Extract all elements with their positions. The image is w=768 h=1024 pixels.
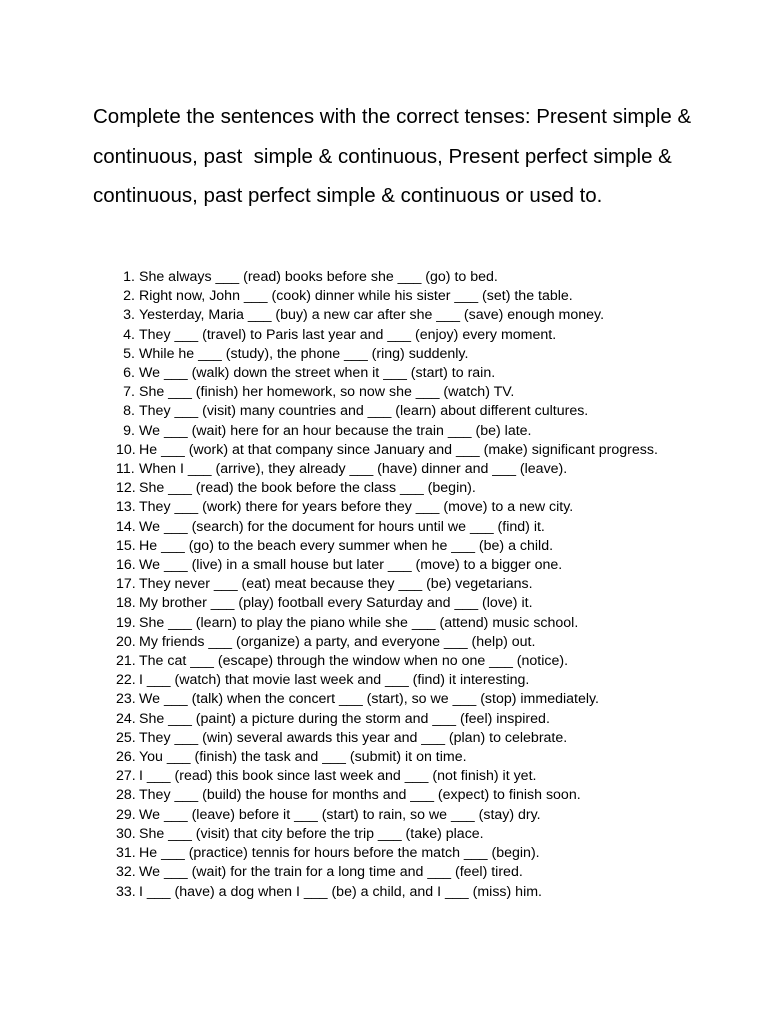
exercise-item (123, 422, 699, 441)
exercise-sentence: They ___ (work) there for years before they ___ (move) to a new city. (139, 499, 574, 516)
exercise-number: 2. (123, 288, 135, 305)
exercise-list (116, 268, 699, 902)
exercise-item (123, 306, 699, 325)
exercise-sentence: We ___ (live) in a small house but later ___ (move) to a bigger one. (139, 557, 563, 574)
exercise-sentence: She ___ (read) the book before the class ___ (begin). (139, 480, 476, 497)
exercise-number: 15. (116, 537, 136, 554)
exercise-number: 23. (116, 691, 136, 708)
exercise-sentence: My friends ___ (organize) a party, and everyone ___ (help) out. (139, 633, 536, 650)
exercise-sentence: I ___ (watch) that movie last week and ___ (find) it interesting. (139, 672, 530, 689)
exercise-sentence: While he ___ (study), the phone ___ (ring) suddenly. (139, 345, 469, 362)
exercise-item (116, 652, 699, 671)
exercise-item (123, 345, 699, 364)
exercise-item (116, 441, 699, 460)
exercise-item (116, 537, 699, 556)
exercise-number: 33. (116, 883, 136, 900)
exercise-number: 24. (116, 710, 136, 727)
exercise-sentence: They ___ (travel) to Paris last year and ___ (enjoy) every moment. (139, 326, 557, 343)
exercise-number: 25. (116, 729, 136, 746)
exercise-number: 17. (116, 576, 136, 593)
exercise-number: 31. (116, 845, 136, 862)
exercise-sentence: He ___ (practice) tennis for hours before the match ___ (begin). (139, 845, 540, 862)
exercise-item (116, 594, 699, 613)
exercise-item (123, 287, 699, 306)
exercise-number: 3. (123, 307, 135, 324)
exercise-sentence: She always ___ (read) books before she ___ (go) to bed. (139, 269, 498, 285)
exercise-item (116, 863, 699, 882)
exercise-number: 5. (123, 345, 135, 362)
exercise-item (116, 633, 699, 652)
exercise-sentence: We ___ (leave) before it ___ (start) to rain, so we ___ (stay) dry. (139, 806, 541, 823)
exercise-sentence: Yesterday, Maria ___ (buy) a new car after she ___ (save) enough money. (139, 307, 605, 324)
exercise-sentence: I ___ (read) this book since last week and ___ (not finish) it yet. (139, 768, 537, 785)
exercise-number: 1. (123, 269, 135, 285)
exercise-item (116, 671, 699, 690)
exercise-number: 10. (116, 441, 136, 458)
exercise-sentence: She ___ (learn) to play the piano while she ___ (attend) music school. (139, 614, 579, 631)
exercise-item (123, 268, 699, 287)
exercise-sentence: The cat ___ (escape) through the window when no one ___ (notice). (139, 653, 569, 670)
exercise-number: 20. (116, 633, 136, 650)
exercise-number: 7. (123, 384, 135, 401)
exercise-sentence: She ___ (paint) a picture during the storm and ___ (feel) inspired. (139, 710, 550, 727)
exercise-item (123, 383, 699, 402)
exercise-sentence: Right now, John ___ (cook) dinner while his sister ___ (set) the table. (139, 288, 573, 305)
exercise-number: 6. (123, 365, 135, 382)
exercise-sentence: We ___ (search) for the document for hours until we ___ (find) it. (139, 518, 545, 535)
exercise-item (123, 364, 699, 383)
exercise-item (116, 883, 699, 902)
exercise-item (116, 806, 699, 825)
exercise-sentence: She ___ (finish) her homework, so now she ___ (watch) TV. (139, 384, 515, 401)
exercise-sentence: We ___ (wait) for the train for a long time and ___ (feel) tired. (139, 864, 523, 881)
exercise-number: 18. (116, 595, 136, 612)
exercise-item (116, 767, 699, 786)
exercise-number: 21. (116, 653, 136, 670)
exercise-number: 26. (116, 749, 136, 766)
exercise-item (116, 786, 699, 805)
exercise-number: 4. (123, 326, 135, 343)
exercise-sentence: They ___ (build) the house for months and ___ (expect) to finish soon. (139, 787, 581, 804)
exercise-number: 11. (116, 461, 135, 478)
exercise-number: 16. (116, 557, 136, 574)
exercise-item (116, 844, 699, 863)
exercise-number: 14. (116, 518, 136, 535)
exercise-number: 12. (116, 480, 136, 497)
exercise-item (116, 498, 699, 517)
exercise-number: 9. (123, 422, 135, 439)
exercise-sentence: We ___ (walk) down the street when it ___ (start) to rain. (139, 365, 496, 382)
exercise-sentence: He ___ (work) at that company since January and ___ (make) significant progress. (139, 441, 658, 458)
exercise-number: 22. (116, 672, 136, 689)
exercise-item (116, 575, 699, 594)
exercise-number: 8. (123, 403, 135, 420)
exercise-sentence: They never ___ (eat) meat because they ___ (be) vegetarians. (139, 576, 533, 593)
exercise-item (116, 518, 699, 537)
exercise-sentence: We ___ (talk) when the concert ___ (start), so we ___ (stop) immediately. (139, 691, 599, 708)
exercise-item (123, 402, 699, 421)
exercise-item (116, 690, 699, 709)
exercise-item (123, 326, 699, 345)
exercise-item (116, 729, 699, 748)
exercise-sentence: My brother ___ (play) football every Saturday and ___ (love) it. (139, 595, 533, 612)
exercise-sentence: They ___ (win) several awards this year and ___ (plan) to celebrate. (139, 729, 568, 746)
exercise-item (116, 479, 699, 498)
exercise-sentence: He ___ (go) to the beach every summer when he ___ (be) a child. (139, 537, 554, 554)
worksheet-instructions: Complete the sentences with the correct tenses: Present simple & continuous, past simple & continuous, Present perfect simple & continuous, past perfect simple & continuous or used to. (93, 105, 697, 207)
exercise-item (116, 556, 699, 575)
exercise-sentence: When I ___ (arrive), they already ___ (have) dinner and ___ (leave). (139, 461, 568, 478)
exercise-number: 32. (116, 864, 136, 881)
exercise-sentence: They ___ (visit) many countries and ___ (learn) about different cultures. (139, 403, 589, 420)
exercise-item (116, 825, 699, 844)
exercise-number: 29. (116, 806, 136, 823)
exercise-number: 19. (116, 614, 136, 631)
exercise-number: 28. (116, 787, 136, 804)
exercise-sentence: I ___ (have) a dog when I ___ (be) a child, and I ___ (miss) him. (139, 883, 542, 900)
exercise-number: 13. (116, 499, 136, 516)
exercise-sentence: You ___ (finish) the task and ___ (submit) it on time. (139, 749, 467, 766)
exercise-item (116, 710, 699, 729)
exercise-sentence: We ___ (wait) here for an hour because the train ___ (be) late. (139, 422, 532, 439)
exercise-item (116, 748, 699, 767)
exercise-number: 30. (116, 825, 136, 842)
exercise-number: 27. (116, 768, 136, 785)
exercise-item (116, 460, 699, 479)
exercise-sentence: She ___ (visit) that city before the trip ___ (take) place. (139, 825, 484, 842)
exercise-item (116, 614, 699, 633)
